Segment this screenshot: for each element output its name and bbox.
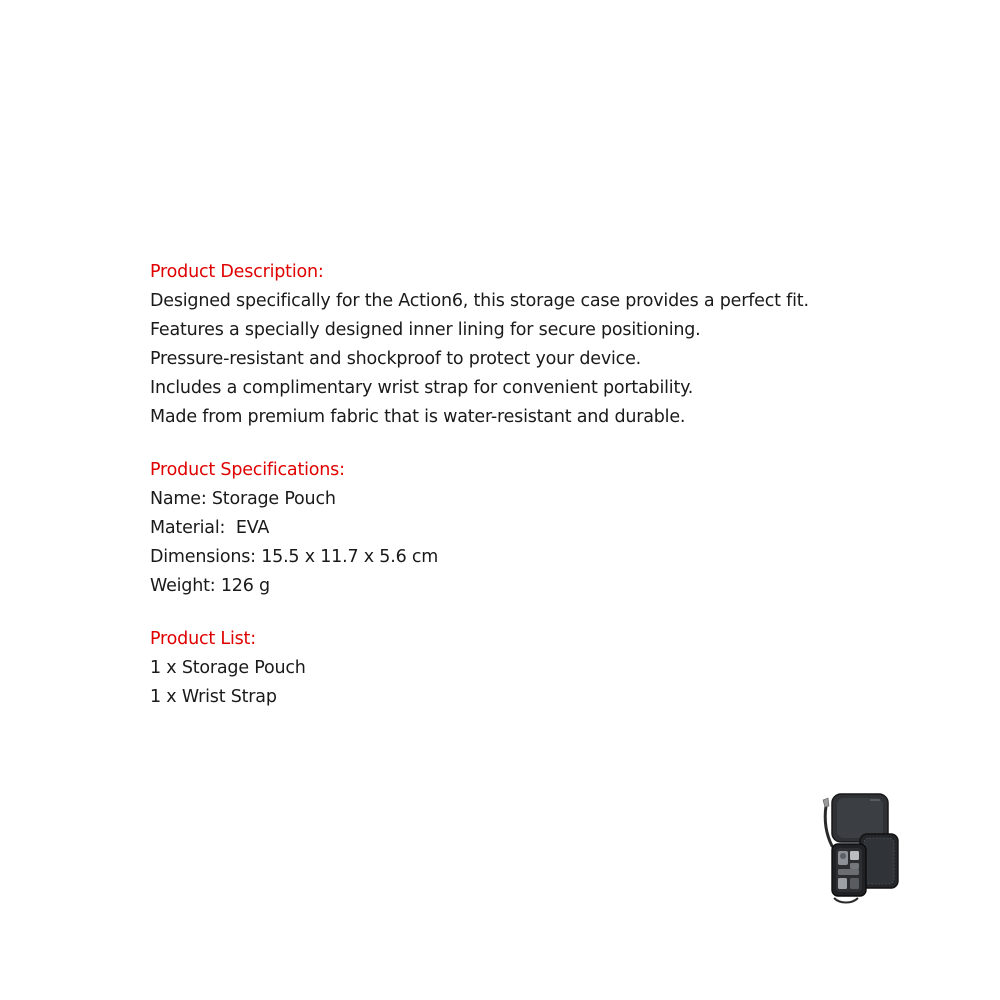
spec-weight: Weight: 126 g: [150, 576, 270, 596]
product-list-heading: Product List:: [150, 629, 256, 649]
specifications-heading: Product Specifications:: [150, 460, 345, 480]
product-list-section: [150, 625, 930, 712]
list-item: 1 x Wrist Strap: [150, 687, 277, 707]
description-line: Includes a complimentary wrist strap for convenient portability.: [150, 378, 694, 398]
description-line: Pressure-resistant and shockproof to protect your device.: [150, 349, 642, 369]
spec-name: Name: Storage Pouch: [150, 489, 336, 509]
spec-material: Material: EVA: [150, 518, 270, 538]
description-heading: Product Description:: [150, 262, 324, 282]
description-line: Made from premium fabric that is water-resistant and durable.: [150, 407, 686, 427]
description-line: Designed specifically for the Action6, this storage case provides a perfect fit.: [150, 291, 809, 311]
list-item: 1 x Storage Pouch: [150, 658, 306, 678]
spec-dimensions: Dimensions: 15.5 x 11.7 x 5.6 cm: [150, 547, 439, 567]
description-line: Features a specially designed inner lining for secure positioning.: [150, 320, 701, 340]
product-details: [150, 258, 930, 712]
storage-pouch-image: [810, 786, 905, 906]
specifications-section: [150, 456, 930, 601]
description-section: [150, 258, 930, 432]
